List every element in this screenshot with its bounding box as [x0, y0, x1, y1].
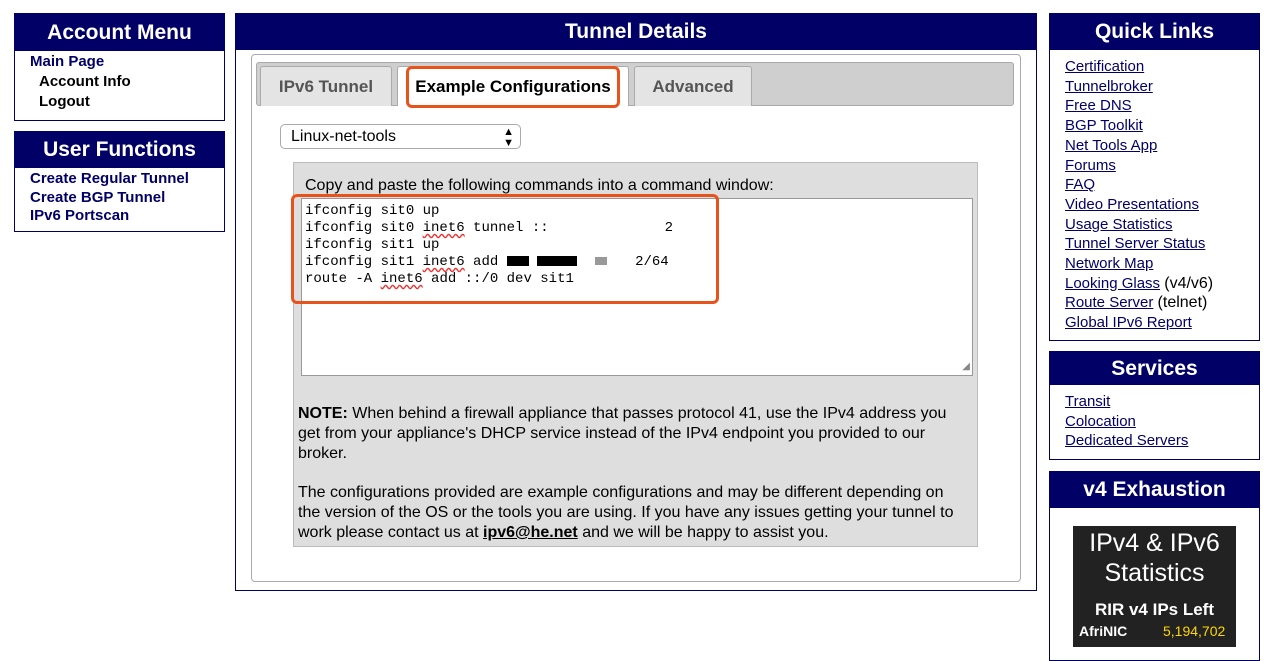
main-page-link[interactable]: Main Page — [30, 53, 105, 70]
free-dns-link[interactable]: Free DNS — [1065, 97, 1132, 115]
note-label: NOTE: — [298, 405, 348, 422]
looking-glass-row — [1065, 274, 1259, 294]
faq-link[interactable]: FAQ — [1065, 176, 1096, 194]
network-map-link[interactable]: Network Map — [1065, 255, 1154, 273]
rir-value: 5,194,702 — [1163, 623, 1226, 639]
tunnel-details-title: Tunnel Details — [236, 14, 1036, 50]
stats-title-line1: IPv4 & IPv6 — [1089, 529, 1220, 557]
services-title: Services — [1050, 352, 1259, 385]
note-text: When behind a firewall appliance that passes protocol 41, use the IPv4 address you get from your appliance's DHCP service instead of the IPv4 endpoint you provided to our broker. — [298, 405, 947, 462]
forums-link[interactable]: Forums — [1065, 156, 1116, 174]
spellcheck-word: inet6 — [380, 271, 423, 287]
user-functions — [14, 131, 225, 232]
colocation-link[interactable]: Colocation — [1065, 412, 1136, 430]
account-menu — [14, 13, 225, 121]
select-arrows-icon: ▲ ▼ — [503, 126, 514, 149]
quick-links-title: Quick Links — [1050, 14, 1259, 50]
command-line: ifconfig sit0 up — [305, 203, 440, 219]
resize-grip-icon[interactable]: ◢ — [962, 362, 970, 373]
tab-highlight — [406, 66, 620, 108]
looking-glass-link[interactable]: Looking Glass — [1065, 274, 1161, 292]
transit-link[interactable]: Transit — [1065, 393, 1111, 410]
net-tools-app-link[interactable]: Net Tools App — [1065, 136, 1158, 154]
rir-name: AfriNIC — [1079, 623, 1128, 639]
command-line: ifconfig sit0 inet6 tunnel :: 2 — [305, 220, 674, 236]
looking-glass-extra: (v4/v6) — [1164, 274, 1214, 292]
services — [1049, 351, 1260, 460]
ipv6-portscan-link[interactable]: IPv6 Portscan — [30, 207, 130, 224]
global-ipv6-report-link[interactable]: Global IPv6 Report — [1065, 314, 1192, 332]
contact-email-link[interactable]: ipv6@he.net — [483, 524, 578, 541]
tab-example-configurations[interactable]: Example Configurations — [397, 66, 629, 106]
spellcheck-word: inet6 — [422, 220, 465, 236]
tab-advanced[interactable]: Advanced — [634, 66, 752, 106]
commands-highlight — [291, 194, 719, 304]
rir-heading: RIR v4 IPs Left — [1094, 600, 1215, 619]
tab-ipv6-tunnel[interactable]: IPv6 Tunnel — [260, 66, 392, 106]
quick-links — [1049, 13, 1260, 341]
v4-exhaustion-title: v4 Exhaustion — [1050, 472, 1259, 508]
tunnel-server-status-link[interactable]: Tunnel Server Status — [1065, 235, 1206, 253]
spellcheck-word: inet6 — [422, 254, 465, 270]
route-server-row — [1065, 293, 1259, 313]
create-bgp-tunnel-link[interactable]: Create BGP Tunnel — [30, 188, 166, 206]
disclaimer-text: The configurations provided are example configurations and may be different depending on the version of the OS or the tools you are using. If you have any issues getting your tunnel to work please contact us at — [298, 484, 954, 541]
account-menu-title: Account Menu — [15, 14, 224, 51]
user-functions-title: User Functions — [15, 132, 224, 168]
os-select[interactable] — [280, 124, 521, 149]
video-presentations-link[interactable]: Video Presentations — [1065, 195, 1199, 213]
command-line: ifconfig sit1 up — [305, 237, 440, 253]
disclaimer-paragraph — [298, 483, 970, 543]
create-regular-tunnel-link[interactable]: Create Regular Tunnel — [30, 170, 189, 187]
certification-link[interactable]: Certification — [1065, 58, 1145, 75]
route-server-extra: (telnet) — [1157, 294, 1208, 312]
stats-title-line2: Statistics — [1104, 559, 1205, 587]
account-info-link[interactable]: Account Info — [39, 73, 131, 90]
rir-row — [1073, 621, 1236, 641]
instructions-text: Copy and paste the following commands into a command window: — [305, 177, 774, 194]
tunnelbroker-link[interactable]: Tunnelbroker — [1065, 77, 1153, 95]
note-paragraph — [298, 404, 970, 464]
dedicated-servers-link[interactable]: Dedicated Servers — [1065, 432, 1189, 450]
ipv4-ipv6-statistics-widget[interactable] — [1073, 526, 1236, 647]
logout-link[interactable]: Logout — [39, 93, 90, 110]
route-server-link[interactable]: Route Server — [1065, 294, 1154, 312]
command-line: ifconfig sit1 inet6 add 2/64 — [305, 254, 669, 270]
disclaimer-end-text: and we will be happy to assist you. — [582, 524, 829, 541]
command-line: route -A inet6 add ::/0 dev sit1 — [305, 271, 574, 287]
os-select-value: Linux-net-tools — [291, 128, 396, 145]
bgp-toolkit-link[interactable]: BGP Toolkit — [1065, 117, 1143, 135]
usage-statistics-link[interactable]: Usage Statistics — [1065, 215, 1173, 233]
